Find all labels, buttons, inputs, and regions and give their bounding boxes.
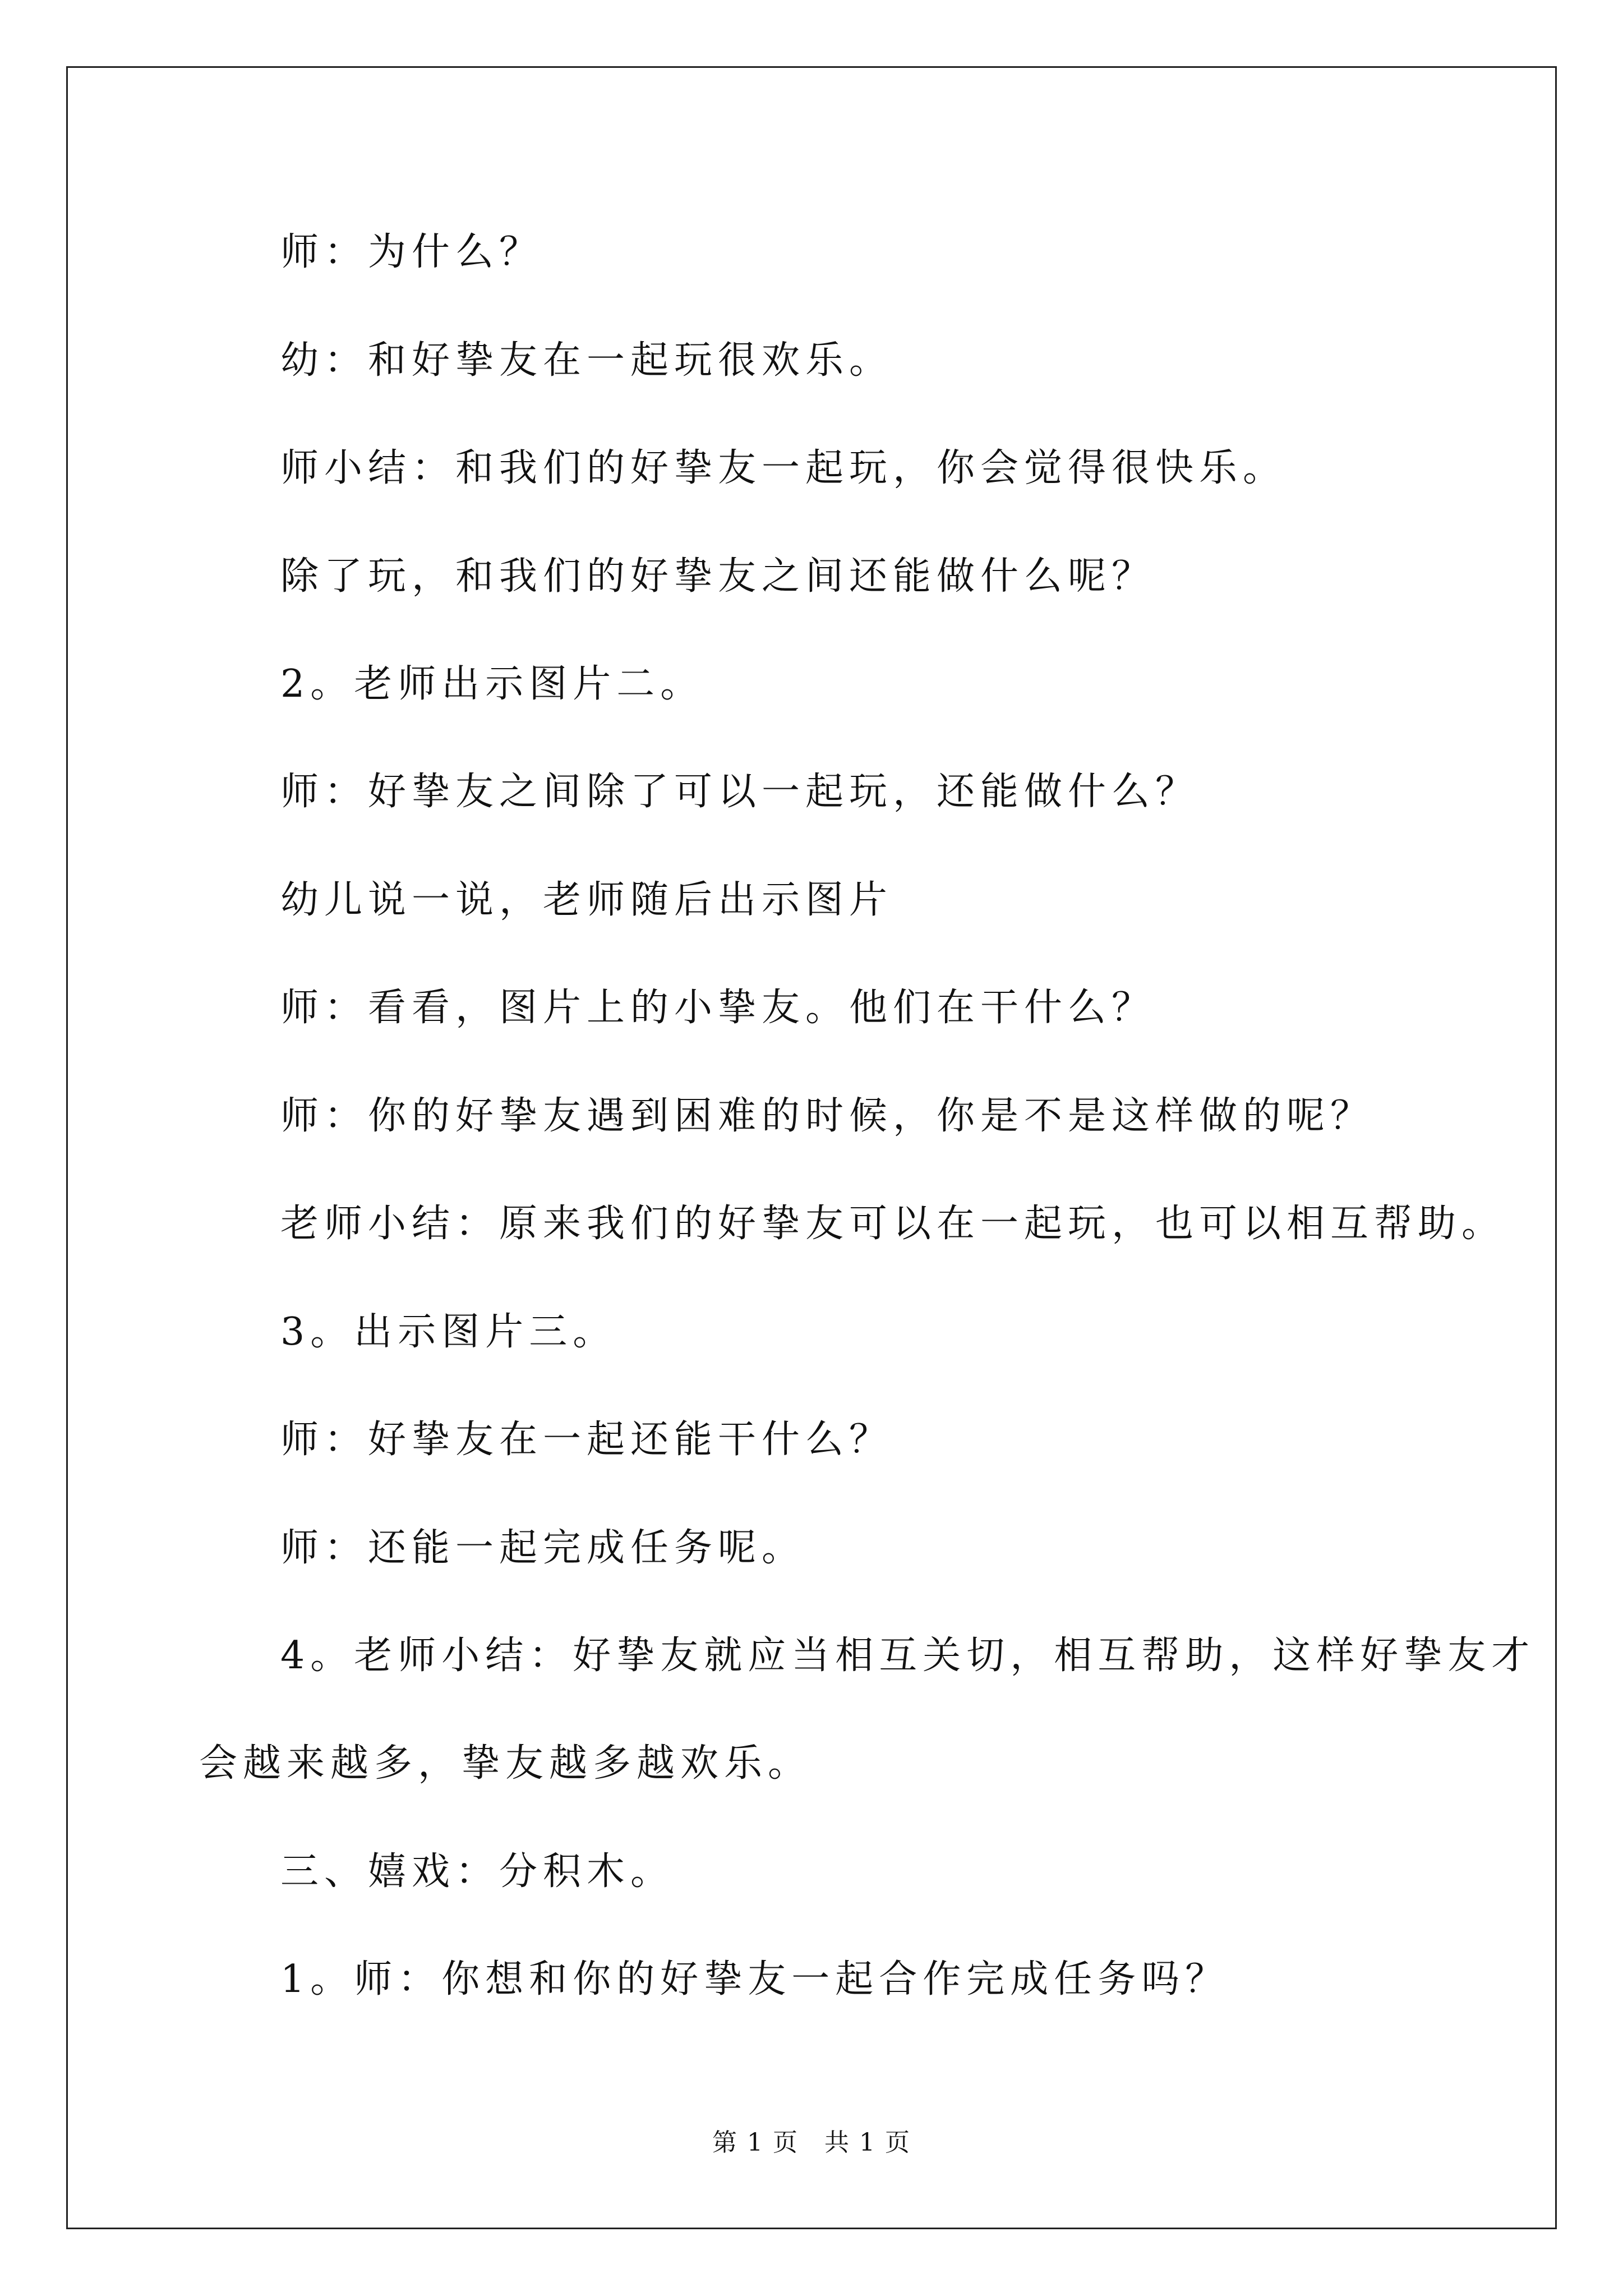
paragraph: 4。老师小结：好挚友就应当相互关切，相互帮助，这样好挚友才 (280, 1634, 1536, 1678)
paragraph: 幼儿说一说，老师随后出示图片 (280, 878, 893, 922)
paragraph: 老师小结：原来我们的好挚友可以在一起玩，也可以相互帮助。 (280, 1202, 1506, 1246)
paragraph: 师：看看，图片上的小挚友。他们在干什么？ (280, 986, 1156, 1030)
paragraph: 师：你的好挚友遇到困难的时候，你是不是这样做的呢？ (280, 1094, 1375, 1138)
paragraph: 1。师：你想和你的好挚友一起合作完成任务吗？ (280, 1957, 1229, 2001)
page-border (66, 66, 1557, 2229)
paragraph: 师小结：和我们的好挚友一起玩，你会觉得很快乐。 (280, 446, 1287, 490)
paragraph: 师：还能一起完成任务呢。 (280, 1526, 806, 1570)
paragraph: 师：好挚友在一起还能干什么？ (280, 1418, 893, 1462)
page-number-footer: 第 1 页 共 1 页 (712, 2128, 911, 2157)
paragraph: 师：好挚友之间除了可以一起玩，还能做什么？ (280, 770, 1200, 814)
paragraph: 师：为什么？ (280, 230, 543, 274)
paragraph: 幼：和好挚友在一起玩很欢乐。 (280, 338, 893, 383)
paragraph: 除了玩，和我们的好挚友之间还能做什么呢？ (280, 554, 1156, 599)
paragraph: 2。老师出示图片二。 (280, 662, 704, 706)
paragraph: 三、嬉戏：分积木。 (280, 1849, 675, 1894)
paragraph: 会越来越多，挚友越多越欢乐。 (199, 1741, 812, 1786)
paragraph: 3。出示图片三。 (280, 1310, 617, 1354)
